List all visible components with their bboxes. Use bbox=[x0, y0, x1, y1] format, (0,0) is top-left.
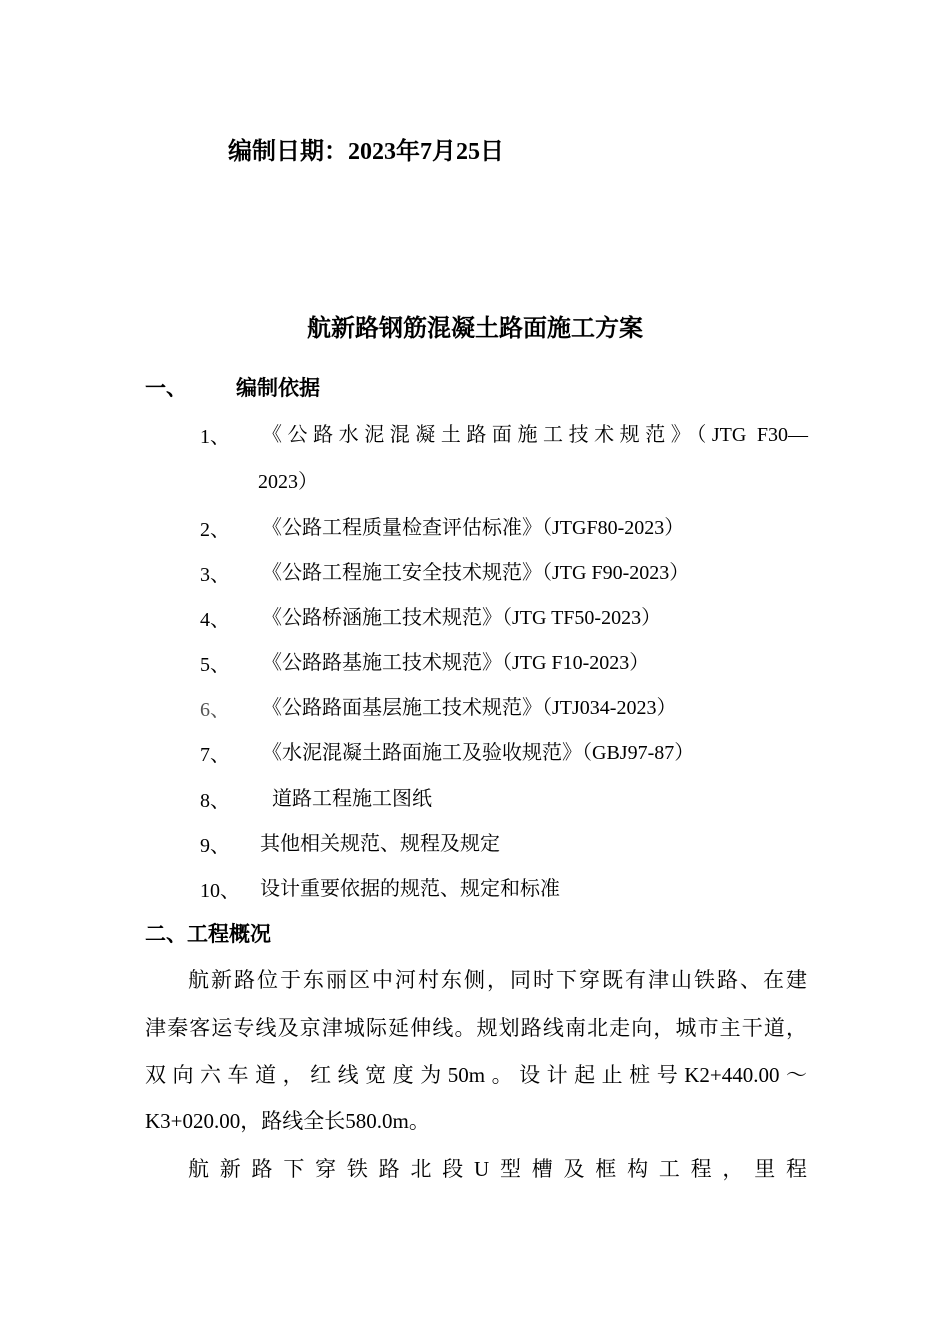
ref-1-text: 《公路水泥混凝土路面施工技术规范》（JTG F30— bbox=[262, 424, 808, 446]
ref-5-text: 《公路路基施工技术规范》（JTG F10-2023） bbox=[262, 652, 650, 674]
ref-8-number: 8、 bbox=[200, 790, 230, 812]
ref-4-number: 4、 bbox=[200, 609, 230, 631]
ref-10-text: 设计重要依据的规范、规定和标准 bbox=[260, 878, 560, 900]
ref-9-text: 其他相关规范、规程及规定 bbox=[260, 833, 500, 855]
overview-line-1: 航新路位于东丽区中河村东侧，同时下穿既有津山铁路、在建 bbox=[188, 968, 807, 992]
ref-9-number: 9、 bbox=[200, 835, 230, 857]
ref-4-text: 《公路桥涵施工技术规范》（JTG TF50-2023） bbox=[262, 607, 662, 629]
section2-title: 二、工程概况 bbox=[145, 922, 271, 946]
document-title: 航新路钢筋混凝土路面施工方案 bbox=[307, 316, 643, 342]
ref-5-number: 5、 bbox=[200, 654, 230, 676]
ref-6-text: 《公路路面基层施工技术规范》（JTJ034-2023） bbox=[262, 697, 677, 719]
overview-para2-line-1: 航新路下穿铁路北段U型槽及框构工程，里程 bbox=[188, 1157, 807, 1181]
ref-7-number: 7、 bbox=[200, 744, 230, 766]
ref-2-text: 《公路工程质量检查评估标准》（JTGF80-2023） bbox=[262, 517, 685, 539]
ref-3-text: 《公路工程施工安全技术规范》（JTG F90-2023） bbox=[262, 562, 690, 584]
ref-1-number: 1、 bbox=[200, 426, 230, 448]
ref-6-number: 6、 bbox=[200, 699, 230, 721]
overview-line-3: 双向六车道，红线宽度为50m。设计起止桩号K2+440.00～ bbox=[145, 1063, 807, 1087]
overview-line-2: 津秦客运专线及京津城际延伸线。规划路线南北走向，城市主干道， bbox=[145, 1016, 807, 1040]
section1-number: 一、 bbox=[145, 376, 187, 400]
ref-1-text-continued: 2023） bbox=[258, 471, 318, 493]
compile-date: 编制日期：2023年7月25日 bbox=[228, 139, 504, 165]
overview-line-4: K3+020.00，路线全长580.0m。 bbox=[145, 1109, 430, 1133]
section1-title: 编制依据 bbox=[236, 376, 320, 400]
ref-2-number: 2、 bbox=[200, 519, 230, 541]
ref-3-number: 3、 bbox=[200, 564, 230, 586]
ref-7-text: 《水泥混凝土路面施工及验收规范》（GBJ97-87） bbox=[262, 742, 695, 764]
ref-10-number: 10、 bbox=[200, 880, 240, 902]
ref-8-text: 道路工程施工图纸 bbox=[272, 788, 432, 810]
